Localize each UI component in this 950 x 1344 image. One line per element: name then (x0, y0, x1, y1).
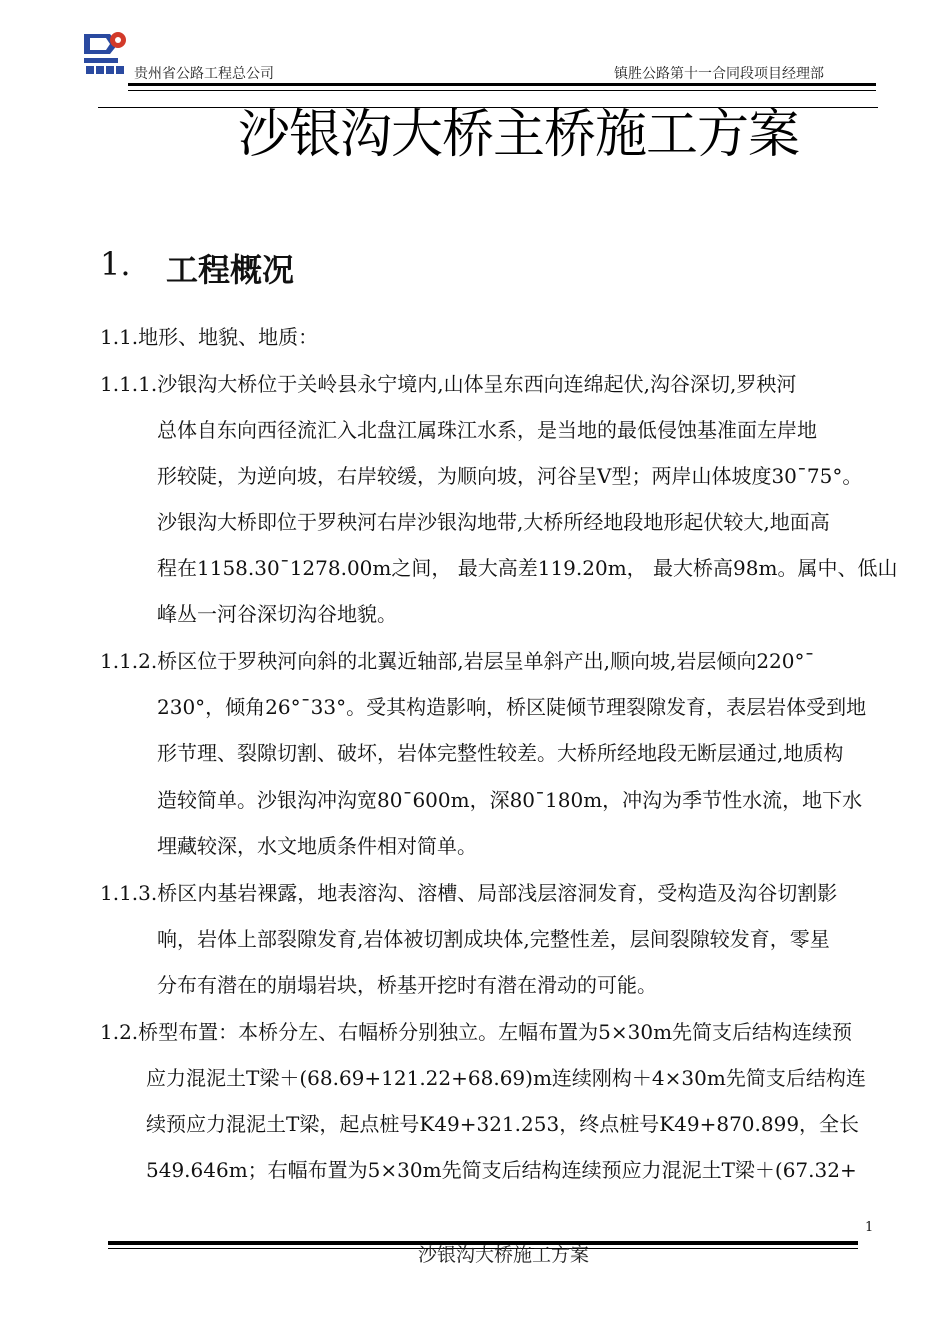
document-title: 沙银沟大桥主桥施工方案 (238, 105, 800, 165)
body-line: 程在1158.30¯1278.00m之间， 最大高差119.20m， 最大桥高98m。属中、低山 (157, 556, 898, 580)
body-line: 分布有潜在的崩塌岩块，桥基开挖时有潜在滑动的可能。 (157, 973, 657, 997)
body-line: 1.1.3.桥区内基岩裸露，地表溶沟、溶槽、局部浅层溶洞发育，受构造及沟谷切割影 (100, 881, 838, 905)
body-line: 响，岩体上部裂隙发育,岩体被切割成块体,完整性差，层间裂隙较发育，零星 (157, 927, 830, 951)
page-number: 1 (865, 1220, 874, 1235)
section-heading (100, 245, 295, 289)
company-logo (80, 30, 130, 78)
body-line: 1.1.2.桥区位于罗秧河向斜的北翼近轴部,岩层呈单斜产出,顺向坡,岩层倾向220°¯ (100, 649, 815, 673)
body-line: 1.1.地形、地貌、地质： (100, 325, 319, 349)
body-line: 造较简单。沙银沟冲沟宽80¯600m，深80¯180m，冲沟为季节性水流，地下水 (157, 788, 863, 812)
body-line: 形较陡，为逆向坡，右岸较缓，为顺向坡，河谷呈V型；两岸山体坡度30¯75°。 (157, 464, 863, 488)
header-project-dept: 镇胜公路第十一合同段项目经理部 (614, 66, 824, 82)
section-number: 1. (100, 245, 131, 283)
body-line: 1.2.桥型布置：本桥分左、右幅桥分别独立。左幅布置为5×30m先简支后结构连续预 (100, 1020, 853, 1044)
body-line: 230°，倾角26°¯33°。受其构造影响，桥区陡倾节理裂隙发育，表层岩体受到地 (157, 695, 867, 719)
header-rule-thin (128, 90, 876, 91)
body-line: 峰丛一河谷深切沟谷地貌。 (157, 602, 397, 626)
body-line: 549.646m；右幅布置为5×30m先简支后结构连续预应力混泥土T梁＋(67.32+ (146, 1158, 857, 1182)
header-rule (128, 83, 876, 86)
body-line: 形节理、裂隙切割、破坏，岩体完整性较差。大桥所经地段无断层通过,地质构 (157, 741, 844, 765)
body-line: 应力混泥土T梁＋(68.69+121.22+68.69)m连续刚构＋4×30m先简支后结构连 (146, 1066, 866, 1090)
header-company-name: 贵州省公路工程总公司 (134, 66, 274, 82)
body-line: 1.1.1.沙银沟大桥位于关岭县永宁境内,山体呈东西向连绵起伏,沟谷深切,罗秧河 (100, 372, 797, 396)
body-line: 沙银沟大桥即位于罗秧河右岸沙银沟地带,大桥所经地段地形起伏较大,地面高 (157, 510, 830, 534)
footer-title: 沙银沟大桥施工方案 (418, 1244, 590, 1266)
section-title: 工程概况 (166, 251, 295, 289)
body-line: 总体自东向西径流汇入北盘江属珠江水系，是当地的最低侵蚀基准面左岸地 (157, 418, 817, 442)
body-line: 续预应力混泥土T梁，起点桩号K49+321.253，终点桩号K49+870.899，全长 (146, 1112, 860, 1136)
body-line: 埋藏较深，水文地质条件相对简单。 (157, 834, 477, 858)
